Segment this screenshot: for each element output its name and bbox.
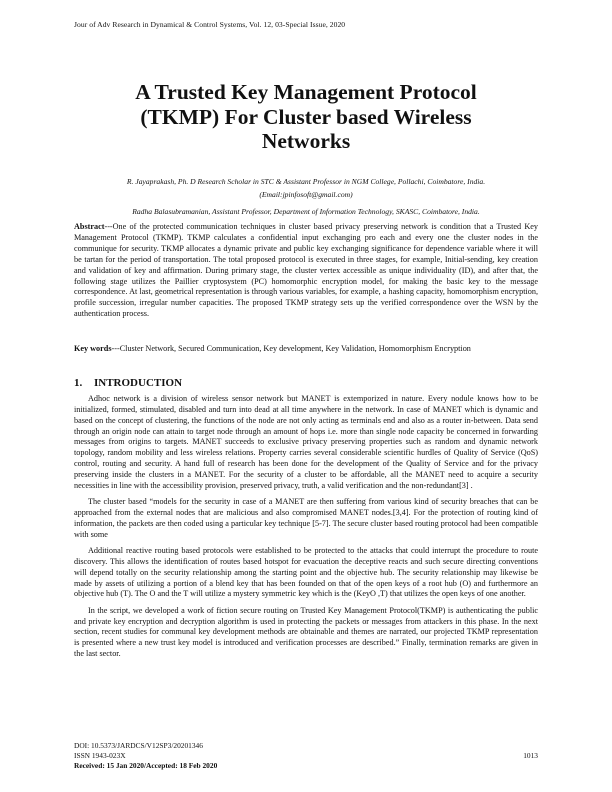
section-title: INTRODUCTION: [94, 377, 183, 389]
footer-issn: ISSN 1943-023X: [74, 750, 126, 760]
title-line: Networks: [261, 129, 351, 153]
author-email: (Email:jpinfosoft@gmail.com): [259, 189, 353, 199]
title-line: (TKMP) For Cluster based Wireless: [140, 104, 472, 129]
page-number: 1013: [523, 751, 538, 760]
body-paragraph: Adhoc network is a division of wireless sensor network but MANET is extemporized in nature. Every nodule knows how to be initialized, formed, stimulated, disabled and turn into dead at all time anywhere in the network. In case of MANET which is dynamic and based on the concept of clustering, the functions of the node are not only acting as terminals end and also as a router in-between. Data send through an origin node can attain to target node through an amount of hops i.e. more than single node capacity be concerned in forwarding messages from origins to targets. MANET succeeds to exclusive privacy preserving properties such as random and dynamic network topology, random mobility and less wireless relations. Property carries several considerable scientific hurdles of Quality of Service (QoS) control, routing and security. A hand full of research has been done for the development of the Quality of Service and for the privacy preserving inside the clusters in a MANET. For the security of a cluster to be affordable, all the MANET need to acquire a security necessities in line with the accessibility provision, preserved privacy, truth, a valid verification and the non-redundant[3] .: [74, 394, 538, 490]
section-number: 1.: [74, 377, 83, 389]
paper-title: [60, 80, 552, 154]
author-affiliation: Radha Balasubramanian, Assistant Professor, Department of Information Technology, SKASC, Coimbatore, India.: [132, 207, 480, 216]
body-paragraph: Additional reactive routing based protocols were established to be protected to the attacks that could interrupt the procedure to route discovery. This allows the identification of routes based hotspot for evacuation the deceptive reacts and such secure directing conventions will depend totally on the security relationship among the starting point and the objective hub. The security relationship may likewise be made by assets of utilizing a portion of a blend key that has been founded on that of the open keys of a root hub (O) and furthermore an objective hub (T). The O and the T will utilize a mystery symmetric key which is the (KeyO ,T) that utilizes the open keys of one another.: [74, 545, 538, 599]
abstract-label: Abstract: [74, 222, 105, 231]
footer-received: Received: 15 Jan 2020/Accepted: 18 Feb 2020: [74, 760, 218, 770]
body-paragraph: In the script, we developed a work of fiction secure routing on Trusted Key Management Protocol(TKMP) is authenticating the public and private key encryption and decryption algorithm is used in protecting the packets or messages from attackers in this phase. In the next section, recent studies for communal key development methods are obtainable and themes are narrated, our projected TKMP representation is presented where a new trust key model is introduced and verification processes are described.” Finally, termination remarks are given in the last sector.: [74, 605, 538, 659]
abstract-text: ---One of the protected communication techniques in cluster based privacy preserving network is condition that a Trusted Key Management Protocol (TKMP). TKMP calculates a confidential input exchanging pro each and every one the cluster nodes in the communique for security. TKMP allocates a dynamic private and public key exchanging significance for dependence variable where it will be tartan for the period of transportation. The total proposed protocol is executed in three stages, for example, Initial-sending, key creation and validation of key and affirmation. During primary stage, the cluster vertex accessible as unique individuality (ID), and after that, the following stage utilizes the Paillier cryptosystem (PC) homomorphic encryption model, for making the basic key to the message correspondence. At last, geometrical representation is through various variables, for example, a hashing capacity, homomorphism encryption, profile succession, irregular number capacities. The proposed TKMP strategy sets up the verified correspondence over the WSN by the authentication process.: [74, 222, 538, 319]
keywords-text: ---Cluster Network, Secured Communication, Key development, Key Validation, Homomorphism Encryption: [111, 344, 471, 353]
title-line: A Trusted Key Management Protocol: [135, 80, 477, 104]
section-body: [74, 394, 538, 665]
body-paragraph: The cluster based “models for the security in case of a MANET are then suffering from various kind of security breaches that can be approached from the external nodes that are malicious and also compromised MANET nodes.[3,4]. For the protection of routing kind of information, the packets are then coded using a particular key technique [5-7]. The secure cluster based routing protocol had been compatible with some: [74, 497, 538, 539]
footer-info: [74, 741, 217, 770]
keywords-label: Key words: [74, 344, 112, 353]
author-block: [70, 176, 542, 219]
author-affiliation: R. Jayaprakash, Ph. D Research Scholar in STC & Assistant Professor in NGM College, Pollachi, Coimbatore, India.: [126, 177, 486, 186]
section-heading: [74, 377, 182, 389]
keywords: [74, 344, 538, 355]
footer-doi: DOI: 10.5373/JARDCS/V12SP3/20201346: [74, 741, 203, 750]
journal-header: Jour of Adv Research in Dynamical & Control Systems, Vol. 12, 03-Special Issue, 2020: [74, 20, 346, 29]
abstract: [74, 222, 538, 320]
